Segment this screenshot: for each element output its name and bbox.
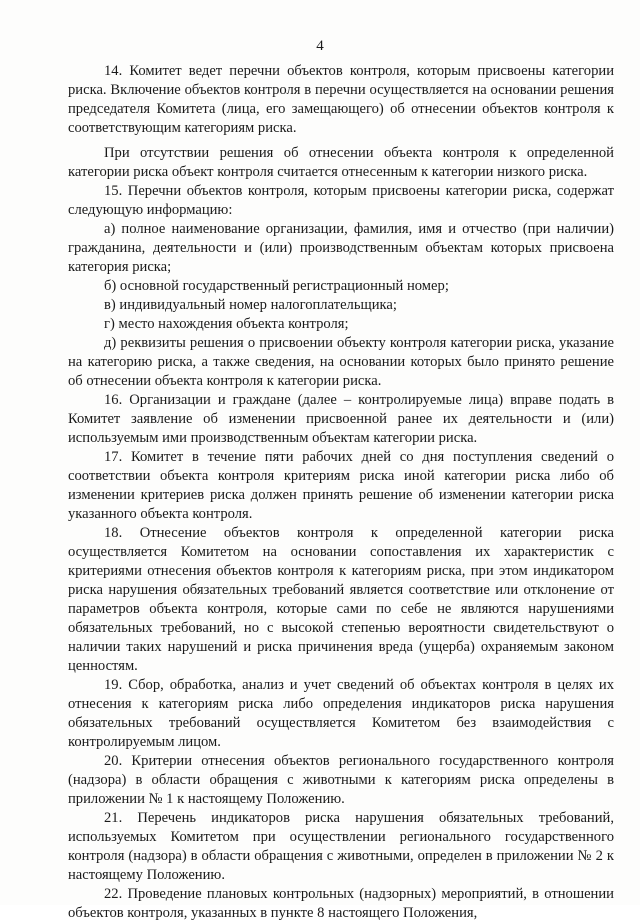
paragraph-no-decision: При отсутствии решения об отнесении объекта контроля к определенной категории риска объект контроля считается отнесенным к категории низкого риска. (68, 145, 614, 180)
list-item-v: в) индивидуальный номер налогоплательщика; (104, 297, 397, 313)
paragraph-14: 14. Комитет ведет перечни объектов контроля, которым присвоены категории риска. Включение объектов контроля в перечни осуществляется на основании решения председателя Комитета (лица, его замещающего) об отнесении объектов контроля к соответствующим категориям риска. (68, 63, 614, 136)
list-item-g: г) место нахождения объекта контроля; (104, 316, 349, 332)
paragraph-18: 18. Отнесение объектов контроля к определенной категории риска осуществляется Комитетом на основании сопоставления их характеристик с критериями отнесения объектов контроля к категориям риска, при этом индикатором риска нарушения обязательных требований является соответствие или отклонение от параметров объекта контроля, которые сами по себе не являются нарушениями обязательных требований, но с высокой степенью вероятности свидетельствуют о наличии таких нарушений и риска причинения вреда (ущерба) охраняемым законом ценностям. (68, 525, 614, 674)
paragraph-17: 17. Комитет в течение пяти рабочих дней со дня поступления сведений о соответствии объекта контроля критериям риска иной категории риска либо об изменении критериев риска должен принять решение об изменении категории риска указанного объекта контроля. (68, 449, 614, 522)
paragraph-16: 16. Организации и граждане (далее – контролируемые лица) вправе подать в Комитет заявление об изменении присвоенной ранее их деятельности и (или) используемым ими производственным объектам категории риска. (68, 392, 614, 446)
document-body (68, 62, 614, 923)
paragraph-22: 22. Проведение плановых контрольных (надзорных) мероприятий, в отношении объектов контроля, указанных в пункте 8 настоящего Положения, (68, 886, 614, 921)
paragraph-20: 20. Критерии отнесения объектов регионального государственного контроля (надзора) в области обращения с животными к категориям риска определены в приложении № 1 к настоящему Положению. (68, 753, 614, 807)
page-number: 4 (316, 38, 324, 54)
list-item-b: б) основной государственный регистрационный номер; (104, 278, 449, 294)
list-item-a: а) полное наименование организации, фамилия, имя и отчество (при наличии) гражданина, деятельности и (или) производственным объектам которых присвоена категория риска; (68, 221, 614, 275)
paragraph-21: 21. Перечень индикаторов риска нарушения обязательных требований, используемых Комитетом при осуществлении регионального государственного контроля (надзора) в области обращения с животными, определен в приложении № 2 к настоящему Положению. (68, 810, 614, 883)
list-item-d: д) реквизиты решения о присвоении объекту контроля категории риска, указание на категорию риска, а также сведения, на основании которых было принято решение об отнесении объекта контроля к категории риска. (68, 335, 614, 389)
paragraph-19: 19. Сбор, обработка, анализ и учет сведений об объектах контроля в целях их отнесения к категориям риска либо определения индикаторов риска нарушения обязательных требований осуществляется Комитетом без взаимодействия с контролируемым лицом. (68, 677, 614, 750)
paragraph-15: 15. Перечни объектов контроля, которым присвоены категории риска, содержат следующую информацию: (68, 183, 614, 218)
